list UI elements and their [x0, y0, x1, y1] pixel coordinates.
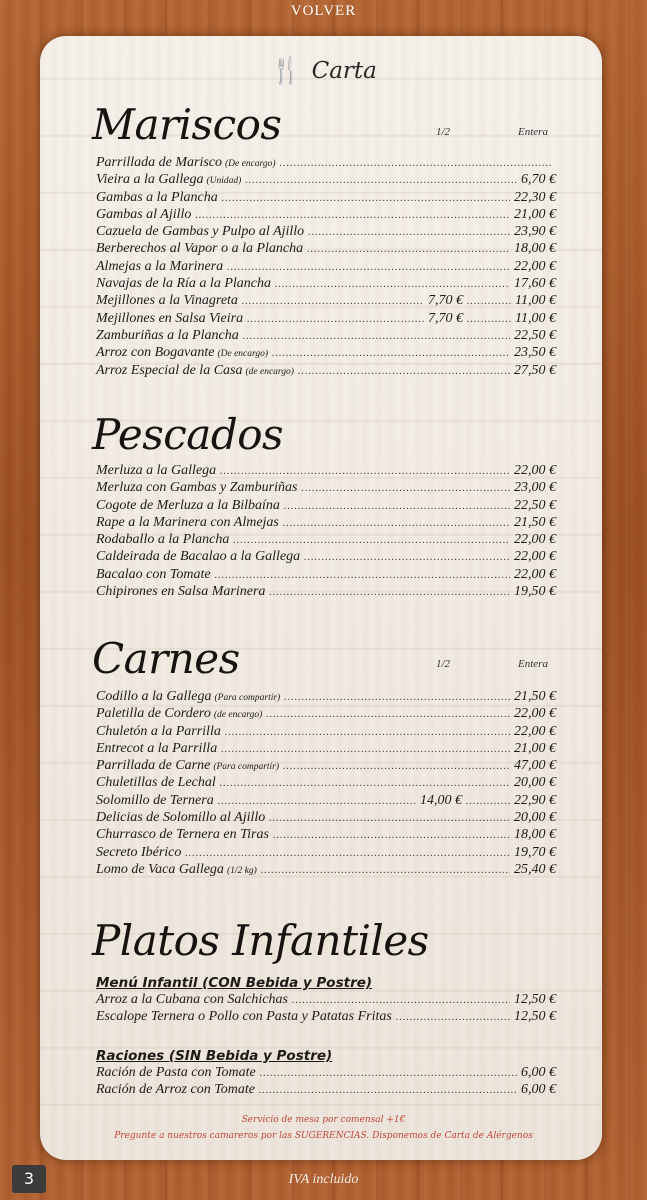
item-half-price: 14,00 €	[420, 792, 462, 808]
cutlery-icon: 🍴	[270, 56, 303, 86]
item-note: (Unidad)	[206, 176, 242, 187]
menu-item-row	[96, 345, 556, 362]
item-note: (Para compartir)	[214, 693, 281, 703]
item-price: 19,70 €	[514, 844, 556, 860]
menu-item-row	[96, 724, 556, 741]
carnes-list	[96, 689, 556, 879]
page-number[interactable]: 3	[12, 1165, 46, 1193]
item-note: (Para compartir)	[213, 762, 280, 773]
dot-leader	[233, 535, 510, 546]
item-name: Churrasco de Ternera en Tiras	[96, 827, 269, 843]
dot-leader	[242, 296, 424, 307]
item-name: Secreto Ibérico	[96, 844, 182, 860]
menu-item-row	[96, 549, 556, 566]
item-price: 18,00 €	[514, 241, 556, 257]
dot-leader	[195, 210, 510, 221]
item-note: (de encargo)	[213, 710, 263, 721]
dot-leader	[222, 193, 510, 204]
item-name: Chipirones en Salsa Marinera	[96, 584, 266, 600]
pescados-list	[96, 463, 556, 601]
col-head-half: 1/2	[436, 126, 451, 138]
item-price: 27,50 €	[514, 362, 556, 378]
item-note: (De encargo)	[217, 349, 269, 360]
item-name: Vieira a la Gallega (Unidad)	[96, 172, 242, 188]
menu-item-row	[96, 190, 556, 207]
menu-item-row	[96, 224, 556, 241]
item-name: Berberechos al Vapor o a la Plancha	[96, 241, 304, 257]
item-price: 22,00 €	[514, 706, 556, 722]
dot-leader	[280, 158, 552, 169]
item-name: Zamburiñas a la Plancha	[96, 327, 239, 343]
dot-leader	[215, 570, 510, 581]
menu-item-row	[96, 515, 556, 532]
menu-item-row	[96, 155, 556, 172]
item-price: 22,90 €	[514, 792, 556, 808]
section-title-mariscos: Mariscos	[92, 100, 282, 149]
dot-leader	[269, 813, 510, 824]
item-price: 21,00 €	[514, 740, 556, 756]
item-name: Gambas a la Plancha	[96, 189, 218, 205]
menu-item-row	[96, 311, 556, 328]
dot-leader	[307, 244, 510, 255]
item-price: 11,00 €	[515, 293, 556, 309]
menu-item-row	[96, 259, 556, 276]
menu-item-row	[96, 480, 556, 497]
item-price: 6,00 €	[521, 1081, 556, 1097]
item-name: Rape a la Marinera con Almejas	[96, 514, 279, 530]
item-price: 23,00 €	[514, 480, 556, 496]
item-name: Paletilla de Cordero (de encargo)	[96, 706, 263, 722]
dot-leader	[308, 227, 510, 238]
item-name: Cogote de Merluza a la Bilbaína	[96, 497, 280, 513]
item-name: Ración de Arroz con Tomate	[96, 1081, 255, 1097]
item-price: 12,50 €	[514, 1009, 556, 1025]
menu-item-row	[96, 845, 556, 862]
menu-item-row	[96, 293, 556, 310]
menu-item-row	[96, 498, 556, 515]
dot-leader	[272, 348, 510, 359]
menu-infantil-heading: Menú Infantil (CON Bebida y Postre)	[96, 975, 373, 991]
item-name: Solomillo de Ternera	[96, 792, 214, 808]
item-price: 22,00 €	[514, 723, 556, 739]
menu-item-row	[96, 741, 556, 758]
item-note: (de encargo)	[245, 366, 294, 377]
item-price: 11,00 €	[515, 310, 556, 326]
item-name: Merluza a la Gallega	[96, 463, 217, 478]
item-price: 17,60 €	[514, 276, 556, 292]
dot-leader	[304, 552, 510, 563]
dot-leader	[260, 1068, 517, 1079]
menu-item-row	[96, 706, 556, 723]
menu-item-row	[96, 584, 556, 601]
raciones-list	[96, 1065, 556, 1100]
item-name: Mejillones a la Vinagreta	[96, 293, 238, 309]
menu-item-row	[96, 1065, 556, 1082]
item-price: 22,50 €	[514, 327, 556, 343]
infantiles-block	[96, 974, 556, 1099]
item-price: 22,00 €	[514, 532, 556, 548]
col-head-full: Entera	[518, 658, 548, 670]
menu-item-row	[96, 328, 556, 345]
item-name: Bacalao con Tomate	[96, 566, 211, 582]
item-price: 21,50 €	[514, 689, 556, 704]
item-name: Ración de Pasta con Tomate	[96, 1064, 256, 1080]
menu-item-row	[96, 241, 556, 258]
menu-item-row	[96, 1009, 556, 1026]
item-price: 22,30 €	[514, 189, 556, 205]
item-name: Arroz Especial de la Casa (de encargo)	[96, 362, 294, 378]
menu-item-row	[96, 172, 556, 189]
dot-leader	[266, 709, 510, 720]
item-name: Cazuela de Gambas y Pulpo al Ajillo	[96, 224, 305, 240]
menu-item-row	[96, 992, 556, 1009]
item-price: 21,50 €	[514, 514, 556, 530]
service-note: Servicio de mesa por comensal +1€	[241, 1115, 406, 1125]
section-title-infantiles: Platos Infantiles	[92, 916, 429, 965]
dot-leader	[292, 995, 510, 1006]
dot-leader	[284, 692, 510, 703]
carta-label: Carta	[311, 58, 377, 84]
item-name: Escalope Ternera o Pollo con Pasta y Patatas Fritas	[96, 1009, 392, 1025]
item-name: Gambas al Ajillo	[96, 206, 192, 222]
dot-leader	[221, 744, 510, 755]
item-price: 20,00 €	[514, 775, 556, 791]
iva-note: IVA incluido	[288, 1172, 359, 1187]
suggestions-note: Pregunte a nuestros camareros por las SUGERENCIAS. Disponemos de Carta de Alérgenos	[114, 1131, 533, 1141]
item-price: 19,50 €	[514, 584, 556, 600]
dot-leader	[298, 366, 510, 377]
item-name: Arroz con Bogavante (De encargo)	[96, 345, 269, 361]
menu-item-row	[96, 463, 556, 480]
item-name: Navajas de la Ría a la Plancha	[96, 276, 271, 292]
item-note: (1/2 kg)	[226, 865, 257, 876]
menu-item-row	[96, 363, 556, 380]
item-note: (De encargo)	[225, 159, 276, 169]
dot-leader	[301, 483, 510, 494]
carta-header	[0, 56, 647, 86]
item-price: 18,00 €	[514, 827, 556, 843]
col-head-half: 1/2	[436, 658, 451, 670]
item-name: Rodaballo a la Plancha	[96, 532, 230, 548]
item-price: 20,00 €	[514, 810, 556, 826]
item-price: 22,50 €	[514, 497, 556, 513]
dot-leader	[243, 331, 510, 342]
dot-leader	[259, 1085, 517, 1096]
item-name: Delicias de Solomillo al Ajillo	[96, 810, 266, 826]
item-price: 22,00 €	[514, 566, 556, 582]
item-price: 21,00 €	[514, 206, 556, 222]
dot-leader	[218, 796, 416, 807]
item-price: 6,70 €	[521, 172, 556, 188]
dot-leader	[247, 314, 424, 325]
section-title-pescados: Pescados	[92, 410, 284, 459]
item-name: Arroz a la Cubana con Salchichas	[96, 992, 288, 1007]
item-price: 47,00 €	[514, 758, 556, 774]
menu-infantil-list	[96, 992, 556, 1027]
dot-leader	[467, 314, 511, 325]
dot-leader	[220, 778, 510, 789]
item-name: Chuletón a la Parrilla	[96, 723, 221, 739]
dot-leader	[466, 796, 510, 807]
item-price: 22,00 €	[514, 463, 556, 478]
item-name: Parrillada de Carne (Para compartir)	[96, 758, 280, 774]
menu-item-row	[96, 1082, 556, 1099]
item-price: 6,00 €	[521, 1064, 556, 1080]
item-name: Lomo de Vaca Gallega (1/2 kg)	[96, 861, 257, 877]
item-price: 23,90 €	[514, 224, 556, 240]
item-name: Mejillones en Salsa Vieira	[96, 310, 244, 326]
menu-item-row	[96, 862, 556, 879]
item-price: 12,50 €	[514, 992, 556, 1007]
dot-leader	[261, 865, 510, 876]
dot-leader	[273, 830, 510, 841]
menu-item-row	[96, 810, 556, 827]
dot-leader	[225, 727, 510, 738]
raciones-heading: Raciones (SIN Bebida y Postre)	[96, 1047, 333, 1064]
item-name: Almejas a la Marinera	[96, 258, 224, 274]
dot-leader	[227, 262, 510, 273]
section-title-carnes: Carnes	[92, 634, 240, 683]
dot-leader	[284, 501, 510, 512]
dot-leader	[269, 587, 510, 598]
dot-leader	[283, 518, 510, 529]
dot-leader	[467, 296, 511, 307]
menu-item-row	[96, 827, 556, 844]
menu-item-row	[96, 532, 556, 549]
menu-item-row	[96, 276, 556, 293]
item-price: 22,00 €	[514, 258, 556, 274]
menu-item-row	[96, 689, 556, 706]
dot-leader	[185, 848, 510, 859]
col-head-full: Entera	[518, 126, 548, 138]
item-name: Chuletillas de Lechal	[96, 775, 216, 791]
volver-button[interactable]: VOLVER	[290, 3, 357, 19]
item-name: Parrillada de Marisco (De encargo)	[96, 155, 276, 170]
menu-item-row	[96, 207, 556, 224]
item-half-price: 7,70 €	[428, 293, 464, 309]
dot-leader	[220, 466, 510, 477]
item-price: 25,40 €	[514, 861, 556, 877]
item-name: Merluza con Gambas y Zamburiñas	[96, 480, 298, 496]
menu-item-row	[96, 793, 556, 810]
item-name: Entrecot a la Parrilla	[96, 740, 218, 756]
item-price: 23,50 €	[514, 345, 556, 361]
item-price: 22,00 €	[514, 549, 556, 565]
dot-leader	[396, 1012, 510, 1023]
menu-item-row	[96, 775, 556, 792]
dot-leader	[283, 761, 510, 772]
item-name: Caldeirada de Bacalao a la Gallega	[96, 549, 301, 565]
menu-item-row	[96, 567, 556, 584]
item-name: Codillo a la Gallega (Para compartir)	[96, 689, 281, 704]
item-half-price: 7,70 €	[428, 310, 464, 326]
menu-item-row	[96, 758, 556, 775]
mariscos-list	[96, 155, 556, 380]
dot-leader	[245, 175, 517, 186]
dot-leader	[275, 279, 510, 290]
